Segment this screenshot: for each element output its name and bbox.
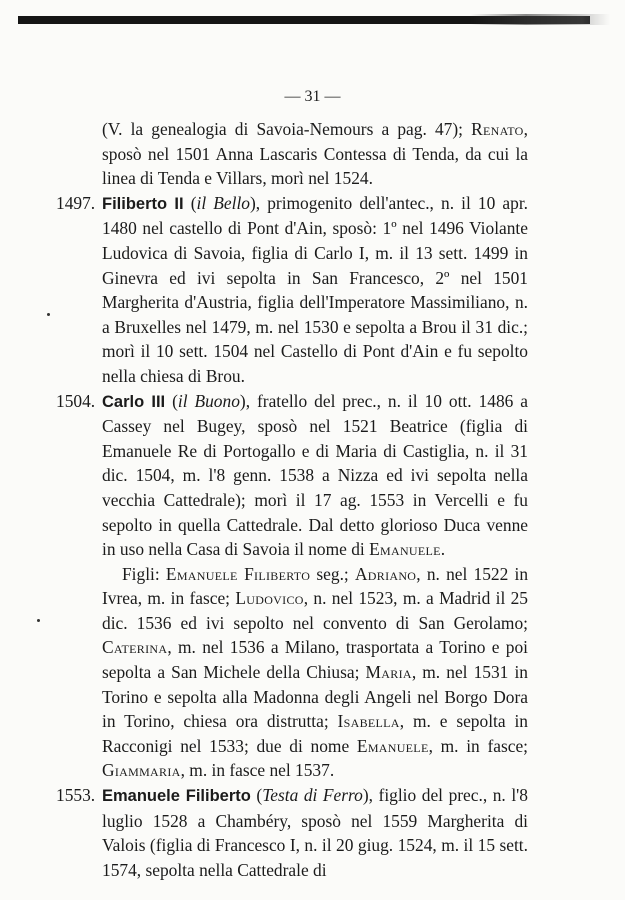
children-paragraph: Figli: Emanuele Filiberto seg.; Adriano, n. nel 1522 in Ivrea, m. in fasce; Ludovico, n. nel 1523, m. a Madrid il 25 dic. 1536 ed ivi sepolto nel convento di San Gerolamo; Caterina, m. nel 1536 a Milano, trasportata a Torino e poi sepolta a San Michele della Chiusa; Maria, m. nel 1531 in Torino e sepolta alla Madonna degli Angeli nel Borgo Dora in Torino, chiesa ora distrutta; Isabella, m. e sepolta in Racconigi nel 1533; due di nome Emanuele, m. in fasce; Giammaria, m. in fasce nel 1537.: [102, 563, 529, 781]
ruler-name: Filiberto II: [102, 194, 184, 213]
entry-year: 1553.: [56, 785, 96, 806]
ruler-name: Carlo III: [102, 392, 166, 411]
margin-speck: [47, 313, 50, 316]
ruler-name: Emanuele Filiberto: [102, 787, 251, 806]
entry-emanuele-filiberto: 1553. Emanuele Filiberto (Testa di Ferro), figlio del prec., n. l'8 luglio 1528 a Chambéry, sposò nel 1559 Margherita di Valois (figlia di Francesco I, n. il 20 giug. 1524, m. il 15 sett. 1574, sepolta nella Cattedrale di: [56, 785, 528, 880]
entry-filiberto-ii: 1497. Filiberto II (il Bello), primogenito dell'antec., n. il 10 apr. 1480 nel castello di Pont d'Ain, sposò: 1º nel 1496 Violante Ludovica di Savoia, figlia di Carlo I, m. il 13 sett. 1499 in Ginevra ed ivi sepolta in San Francesco, 2º nel 1501 Margherita d'Austria, figlia dell'Imperatore Massimiliano, n. a Bruxelles nel 1479, m. nel 1530 e sepolta a Brou il 31 dic.; morì il 10 sett. 1504 nel Castello di Pont d'Ain e fu sepolto nella chiesa di Brou.: [56, 192, 529, 386]
top-border-fade: [470, 14, 610, 25]
page-text: [56, 117, 528, 882]
page-number: — 31 —: [284, 88, 341, 105]
entry-year: 1497.: [56, 192, 96, 213]
ruler-epithet: il Bello: [196, 192, 250, 213]
name-renato: Renato: [471, 119, 524, 139]
entry-carlo-iii: 1504. Carlo III (il Buono), fratello del prec., n. il 10 ott. 1486 a Cassey nel Bugey, sposò nel 1521 Beatrice (figlia di Emanuele Re di Portogallo e di Maria di Castiglia, n. il 31 dic. 1504, m. l'8 genn. 1538 a Nizza ed ivi sepolta nella vecchia Cattedrale); morì il 17 ag. 1553 in Vercelli e fu sepolto in quella Cattedrale. Dal detto glorioso Duca venne in uso nella Casa di Savoia il nome di Emanuele.: [56, 390, 529, 560]
ruler-epithet: Testa di Ferro: [262, 785, 363, 806]
entry-year: 1504.: [56, 390, 96, 411]
ruler-epithet: il Buono: [177, 390, 240, 411]
name-emanuele: Emanuele: [369, 539, 441, 560]
continuation-paragraph: (V. la genealogia di Savoia-Nemours a pag. 47); Renato, sposò nel 1501 Anna Lascaris Contessa di Tenda, da cui la linea di Tenda e Villars, morì nel 1524.: [102, 119, 528, 189]
margin-speck: [37, 619, 40, 622]
